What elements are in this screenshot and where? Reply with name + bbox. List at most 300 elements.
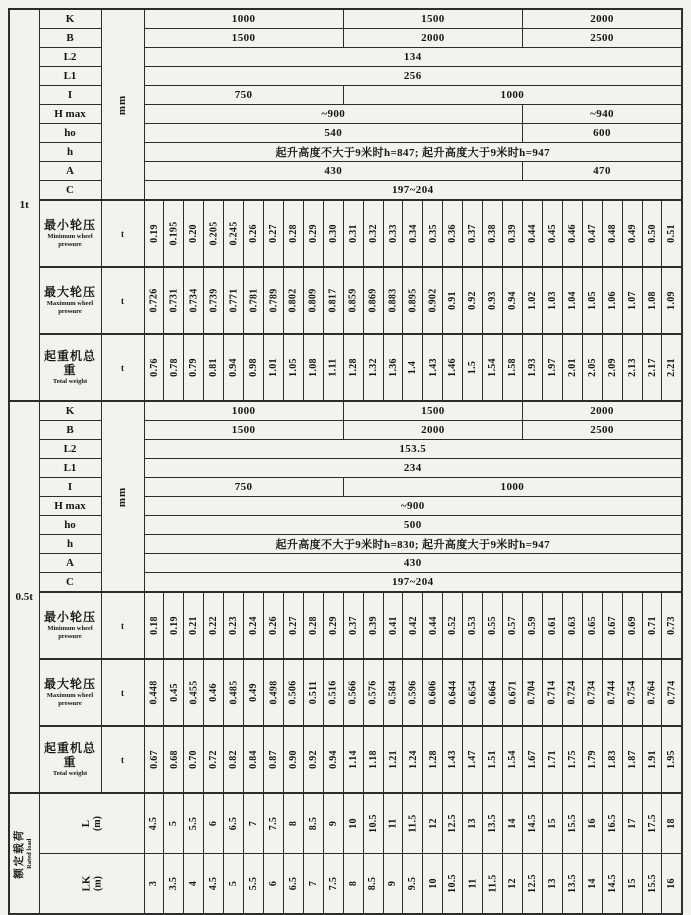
value-rotated-wrap <box>443 795 462 852</box>
value-cell <box>323 200 343 267</box>
value-text: 2.21 <box>666 358 678 377</box>
value-cell <box>582 726 602 793</box>
value-text: 11.5 <box>407 814 419 833</box>
value-text: 14 <box>507 818 519 829</box>
value-rotated-wrap <box>523 795 542 852</box>
value-cell <box>204 592 224 659</box>
value-rotated-wrap <box>503 594 522 658</box>
dim-value-cell: 234 <box>144 459 682 478</box>
value-rotated-wrap <box>284 728 303 792</box>
value-cell <box>244 334 264 401</box>
value-rotated-wrap <box>623 728 642 792</box>
value-text: 0.18 <box>148 616 160 635</box>
value-cell <box>184 659 204 726</box>
value-cell <box>542 200 562 267</box>
value-rotated-wrap <box>543 202 562 266</box>
unit-cell: t <box>101 592 144 659</box>
value-cell <box>642 793 662 854</box>
value-text: 2.05 <box>586 358 598 377</box>
value-cell <box>323 592 343 659</box>
unit-mm-label: mm <box>116 94 129 115</box>
value-cell <box>423 793 443 854</box>
value-text: 7 <box>307 880 319 887</box>
value-text: 4.5 <box>148 816 160 831</box>
value-cell <box>542 592 562 659</box>
value-text: 0.47 <box>586 224 598 243</box>
value-rotated-wrap <box>324 202 343 266</box>
value-rotated-wrap <box>563 728 582 792</box>
value-cell <box>582 267 602 334</box>
value-cell <box>463 726 483 793</box>
value-rotated-wrap <box>364 728 383 792</box>
value-cell <box>423 659 443 726</box>
rated-load-cn: 额定载荷 <box>14 828 26 879</box>
value-rotated-wrap <box>204 728 223 792</box>
value-text: 0.67 <box>148 750 160 769</box>
table-row <box>9 726 682 793</box>
value-text: 10 <box>427 878 439 889</box>
value-rotated-wrap <box>623 269 642 333</box>
value-cell <box>523 334 543 401</box>
value-text: 0.739 <box>208 288 220 313</box>
value-text: 1.51 <box>487 750 499 769</box>
row-header: I <box>39 86 101 105</box>
value-text: 14 <box>586 878 598 889</box>
value-cell <box>383 267 403 334</box>
row-header: ho <box>39 516 101 535</box>
value-cell <box>562 592 582 659</box>
value-rotated-wrap <box>662 795 681 852</box>
span-label-unit: (m) <box>92 876 104 891</box>
value-rotated-wrap <box>523 202 542 266</box>
value-cell <box>224 726 244 793</box>
value-text: 0.32 <box>367 224 379 243</box>
value-text: 0.28 <box>287 224 299 243</box>
value-rotated-wrap <box>324 661 343 725</box>
row-header: H max <box>39 105 101 124</box>
value-cell <box>204 793 224 854</box>
value-rotated-wrap <box>423 594 442 658</box>
dim-value-cell: ~940 <box>523 105 682 124</box>
value-rotated-wrap <box>264 795 283 852</box>
value-text: 0.65 <box>586 616 598 635</box>
value-text: 0.817 <box>327 288 339 313</box>
value-rotated-wrap <box>603 795 622 852</box>
value-cell <box>582 592 602 659</box>
value-cell <box>303 793 323 854</box>
value-rotated-wrap <box>224 594 243 658</box>
value-cell <box>164 793 184 854</box>
rated-load-en: Rated load <box>26 838 34 869</box>
value-cell <box>224 334 244 401</box>
value-rotated-wrap <box>403 795 422 852</box>
row-header: C <box>39 573 101 593</box>
value-cell <box>184 267 204 334</box>
value-cell <box>443 267 463 334</box>
value-cell <box>523 267 543 334</box>
value-rotated-wrap <box>543 661 562 725</box>
value-rotated-wrap <box>643 795 662 852</box>
value-text: 4.5 <box>208 876 220 891</box>
value-cell <box>184 726 204 793</box>
value-cell <box>363 793 383 854</box>
value-cell <box>264 726 284 793</box>
row-header: h <box>39 143 101 162</box>
value-cell <box>343 592 363 659</box>
value-text: 13.5 <box>487 814 499 833</box>
value-rotated-wrap <box>304 795 323 852</box>
value-text: 1.06 <box>606 291 618 310</box>
value-rotated-wrap <box>443 661 462 725</box>
value-text: 1.67 <box>526 750 538 769</box>
value-text: 8.5 <box>307 816 319 831</box>
value-text: 11 <box>387 818 399 829</box>
value-rotated-wrap <box>204 202 223 266</box>
value-cell <box>562 793 582 854</box>
value-rotated-wrap <box>145 202 164 266</box>
value-cell <box>582 793 602 854</box>
dim-value-cell: ~900 <box>144 497 682 516</box>
value-cell <box>224 659 244 726</box>
value-cell <box>363 726 383 793</box>
value-cell <box>443 200 463 267</box>
value-rotated-wrap <box>184 269 203 333</box>
value-text: 1.05 <box>287 358 299 377</box>
value-text: 1.05 <box>586 291 598 310</box>
value-text: 0.19 <box>148 224 160 243</box>
value-rotated-wrap <box>344 661 363 725</box>
value-text: 0.45 <box>168 683 180 702</box>
dim-value-cell: 197~204 <box>144 181 682 201</box>
value-text: 1.91 <box>646 750 658 769</box>
unit-rotated-wrap <box>102 17 144 193</box>
value-rotated-wrap <box>344 336 363 400</box>
value-text: 0.869 <box>367 288 379 313</box>
value-text: 0.883 <box>387 288 399 313</box>
measure-label-cn: 最大轮压 <box>43 677 96 692</box>
value-cell <box>383 592 403 659</box>
dim-value-cell: 1000 <box>343 478 682 497</box>
dim-value-cell: 197~204 <box>144 573 682 593</box>
value-text: 0.771 <box>228 288 240 313</box>
value-cell <box>443 793 463 854</box>
value-text: 0.195 <box>168 221 180 246</box>
value-text: 0.802 <box>287 288 299 313</box>
value-rotated-wrap <box>164 795 183 852</box>
value-text: 0.98 <box>248 358 260 377</box>
value-text: 0.485 <box>228 680 240 705</box>
value-cell <box>283 267 303 334</box>
value-text: 2.09 <box>606 358 618 377</box>
value-rotated-wrap <box>224 728 243 792</box>
value-text: 5 <box>168 820 180 827</box>
value-cell <box>503 267 523 334</box>
value-rotated-wrap <box>443 728 462 792</box>
value-text: 1.75 <box>566 750 578 769</box>
value-cell <box>303 334 323 401</box>
value-rotated-wrap <box>164 269 183 333</box>
value-text: 1.08 <box>646 291 658 310</box>
value-text: 6 <box>267 880 279 887</box>
unit-cell <box>101 9 144 200</box>
unit-cell: t <box>101 659 144 726</box>
value-rotated-wrap <box>403 728 422 792</box>
value-text: 0.724 <box>566 680 578 705</box>
value-cell <box>622 267 642 334</box>
value-text: 0.49 <box>248 683 260 702</box>
value-cell <box>542 334 562 401</box>
value-cell <box>463 200 483 267</box>
dim-value-cell: 1000 <box>343 86 682 105</box>
dim-value-cell: 540 <box>144 124 523 143</box>
value-cell <box>483 592 503 659</box>
value-cell <box>423 592 443 659</box>
value-rotated-wrap <box>344 728 363 792</box>
value-cell <box>542 726 562 793</box>
value-cell <box>144 592 164 659</box>
value-rotated-wrap <box>164 202 183 266</box>
value-text: 1.4 <box>407 360 419 375</box>
measure-label-cell <box>39 334 101 401</box>
value-rotated-wrap <box>164 594 183 658</box>
value-rotated-wrap <box>483 594 502 658</box>
value-cell <box>363 592 383 659</box>
value-cell <box>662 267 682 334</box>
value-text: 15 <box>626 878 638 889</box>
value-text: 0.26 <box>248 224 260 243</box>
value-cell <box>423 334 443 401</box>
value-cell <box>363 659 383 726</box>
value-rotated-wrap <box>384 594 403 658</box>
value-text: 0.754 <box>626 680 638 705</box>
value-text: 12 <box>507 878 519 889</box>
value-cell <box>483 200 503 267</box>
value-cell <box>503 726 523 793</box>
value-text: 1.83 <box>606 750 618 769</box>
value-rotated-wrap <box>145 336 164 400</box>
value-cell <box>562 659 582 726</box>
value-cell <box>184 200 204 267</box>
value-rotated-wrap <box>623 202 642 266</box>
value-rotated-wrap <box>145 269 164 333</box>
value-cell <box>403 334 423 401</box>
value-cell <box>283 200 303 267</box>
value-cell <box>204 659 224 726</box>
row-header: L1 <box>39 459 101 478</box>
value-text: 0.94 <box>228 358 240 377</box>
value-text: 0.566 <box>347 680 359 705</box>
value-cell <box>463 334 483 401</box>
value-cell <box>662 659 682 726</box>
value-rotated-wrap <box>603 202 622 266</box>
dim-value-cell: 1500 <box>144 421 343 440</box>
value-cell <box>443 659 463 726</box>
value-cell <box>204 334 224 401</box>
value-rotated-wrap <box>344 269 363 333</box>
value-cell <box>204 267 224 334</box>
value-cell <box>144 726 164 793</box>
measure-label-en: Maximum wheel pressure <box>46 691 94 707</box>
value-cell <box>403 200 423 267</box>
value-rotated-wrap <box>344 594 363 658</box>
value-text: 1.24 <box>407 750 419 769</box>
value-cell <box>523 659 543 726</box>
rated-load-rotated-wrap <box>10 796 39 912</box>
value-rotated-wrap <box>384 728 403 792</box>
row-header: K <box>39 401 101 421</box>
value-rotated-wrap <box>384 661 403 725</box>
value-text: 0.94 <box>327 750 339 769</box>
measure-label-en: Total weight <box>52 769 88 777</box>
value-text: 1.47 <box>467 750 479 769</box>
value-text: 17 <box>626 818 638 829</box>
value-text: 1.54 <box>507 750 519 769</box>
value-cell <box>622 726 642 793</box>
value-rotated-wrap <box>403 269 422 333</box>
dim-value-cell: 1500 <box>343 9 522 29</box>
value-text: 0.84 <box>248 750 260 769</box>
unit-cell <box>101 401 144 592</box>
dim-value-cell: 2000 <box>523 401 682 421</box>
value-text: 17.5 <box>646 814 658 833</box>
value-cell <box>503 334 523 401</box>
dim-value-cell: 1000 <box>144 401 343 421</box>
value-text: 0.61 <box>546 616 558 635</box>
value-text: 0.714 <box>546 680 558 705</box>
value-cell <box>562 726 582 793</box>
value-cell <box>463 592 483 659</box>
dim-value-cell: 2000 <box>523 9 682 29</box>
value-rotated-wrap <box>543 336 562 400</box>
value-text: 1.09 <box>666 291 678 310</box>
value-rotated-wrap <box>284 202 303 266</box>
value-text: 1.02 <box>526 291 538 310</box>
dim-value-cell: 2000 <box>343 421 522 440</box>
value-text: 0.81 <box>208 358 220 377</box>
value-text: 0.78 <box>168 358 180 377</box>
value-text: 4 <box>188 880 200 887</box>
value-text: 1.11 <box>327 358 339 377</box>
table-row <box>9 793 682 854</box>
value-text: 0.93 <box>487 291 499 310</box>
value-text: 1.97 <box>546 358 558 377</box>
value-text: 0.24 <box>248 616 260 635</box>
value-rotated-wrap <box>543 795 562 852</box>
value-text: 0.654 <box>467 680 479 705</box>
value-rotated-wrap <box>284 661 303 725</box>
value-rotated-wrap <box>423 795 442 852</box>
value-cell <box>503 659 523 726</box>
value-rotated-wrap <box>603 661 622 725</box>
value-cell <box>503 200 523 267</box>
value-text: 12.5 <box>526 874 538 893</box>
value-rotated-wrap <box>603 728 622 792</box>
value-cell <box>523 200 543 267</box>
value-cell <box>343 200 363 267</box>
value-cell <box>144 267 164 334</box>
value-rotated-wrap <box>145 728 164 792</box>
value-text: 0.809 <box>307 288 319 313</box>
value-cell <box>582 200 602 267</box>
value-rotated-wrap <box>563 269 582 333</box>
value-rotated-wrap <box>364 594 383 658</box>
value-text: 0.30 <box>327 224 339 243</box>
value-cell <box>224 592 244 659</box>
value-cell <box>283 592 303 659</box>
value-text: 6 <box>208 820 220 827</box>
value-text: 0.82 <box>228 750 240 769</box>
value-text: 0.73 <box>666 616 678 635</box>
value-rotated-wrap <box>423 336 442 400</box>
value-cell <box>483 267 503 334</box>
value-text: 0.51 <box>666 224 678 243</box>
value-text: 3 <box>148 880 160 887</box>
value-text: 13.5 <box>566 874 578 893</box>
value-rotated-wrap <box>543 594 562 658</box>
value-text: 2.17 <box>646 358 658 377</box>
value-cell <box>403 267 423 334</box>
value-rotated-wrap <box>145 661 164 725</box>
measure-label-cell <box>39 659 101 726</box>
value-cell <box>463 659 483 726</box>
value-rotated-wrap <box>264 728 283 792</box>
value-cell <box>483 334 503 401</box>
value-text: 0.37 <box>467 224 479 243</box>
value-rotated-wrap <box>224 202 243 266</box>
value-text: 0.27 <box>267 224 279 243</box>
row-header: A <box>39 554 101 573</box>
value-rotated-wrap <box>224 661 243 725</box>
value-rotated-wrap <box>643 202 662 266</box>
value-rotated-wrap <box>443 269 462 333</box>
value-text: 13 <box>546 878 558 889</box>
value-rotated-wrap <box>463 661 482 725</box>
value-rotated-wrap <box>463 202 482 266</box>
value-cell <box>642 726 662 793</box>
value-rotated-wrap <box>244 594 263 658</box>
value-text: 0.41 <box>387 616 399 635</box>
value-text: 1.08 <box>307 358 319 377</box>
value-cell <box>443 334 463 401</box>
unit-rotated-wrap <box>102 409 144 585</box>
value-text: 1.87 <box>626 750 638 769</box>
value-rotated-wrap <box>384 795 403 852</box>
value-rotated-wrap <box>423 661 442 725</box>
value-rotated-wrap <box>563 795 582 852</box>
table-row <box>9 267 682 334</box>
value-rotated-wrap <box>364 202 383 266</box>
dim-value-cell: 430 <box>144 162 523 181</box>
value-text: 1.36 <box>387 358 399 377</box>
value-cell <box>323 334 343 401</box>
value-rotated-wrap <box>184 795 203 852</box>
value-cell <box>164 267 184 334</box>
value-cell <box>662 592 682 659</box>
value-cell <box>283 726 303 793</box>
value-rotated-wrap <box>483 728 502 792</box>
value-cell <box>483 793 503 854</box>
value-text: 8 <box>287 820 299 827</box>
value-text: 0.57 <box>507 616 519 635</box>
row-header: I <box>39 478 101 497</box>
value-cell <box>164 659 184 726</box>
value-cell <box>264 592 284 659</box>
value-cell <box>244 726 264 793</box>
value-cell <box>224 793 244 854</box>
value-rotated-wrap <box>264 202 283 266</box>
value-rotated-wrap <box>463 336 482 400</box>
value-rotated-wrap <box>643 661 662 725</box>
